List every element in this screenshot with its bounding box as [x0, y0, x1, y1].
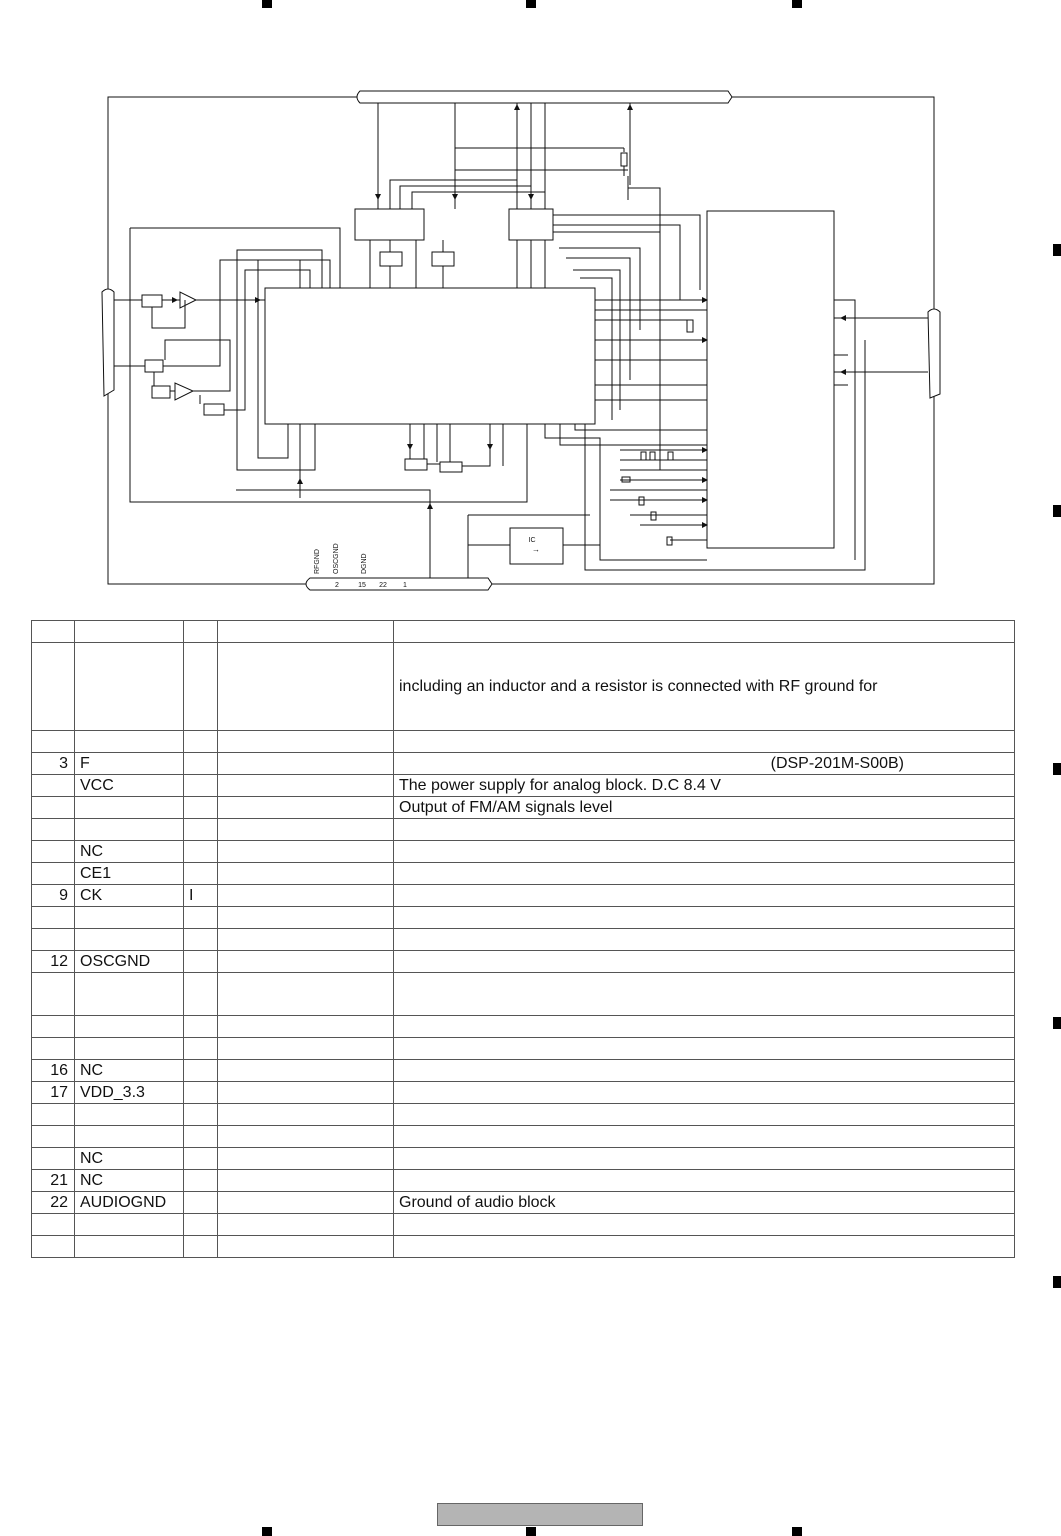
pin-io	[184, 1148, 218, 1170]
pin-number: 3	[32, 753, 75, 775]
pin-description: Ground of audio block	[394, 1192, 1015, 1214]
small-block	[152, 386, 170, 398]
pin-description	[394, 929, 1015, 951]
pin-name	[75, 643, 184, 731]
pin-name: NC	[75, 1170, 184, 1192]
pin-number	[32, 1236, 75, 1258]
pin-description	[394, 1060, 1015, 1082]
pin-description	[394, 1016, 1015, 1038]
pin-function	[218, 951, 394, 973]
pin-description	[394, 731, 1015, 753]
connector-pin: 1	[403, 582, 407, 589]
pin-name: AUDIOGND	[75, 1192, 184, 1214]
table-row	[32, 973, 1015, 1016]
pin-function	[218, 1236, 394, 1258]
pin-io	[184, 643, 218, 731]
pin-io	[184, 1016, 218, 1038]
ground-label: RFGND	[314, 549, 321, 574]
ic-label: IC	[528, 537, 536, 544]
pin-number	[32, 621, 75, 643]
pin-io: I	[184, 885, 218, 907]
ground-label: OSCGND	[333, 543, 340, 574]
pin-function	[218, 1016, 394, 1038]
pin-number: 17	[32, 1082, 75, 1104]
table-row	[32, 1236, 1015, 1258]
table-row	[32, 929, 1015, 951]
pin-io	[184, 1104, 218, 1126]
table-row	[32, 731, 1015, 753]
pin-name: F	[75, 753, 184, 775]
pin-name: NC	[75, 841, 184, 863]
table-row	[32, 1126, 1015, 1148]
pin-io	[184, 621, 218, 643]
table-row	[32, 1148, 1015, 1170]
small-block	[380, 252, 402, 266]
pin-function	[218, 1060, 394, 1082]
pin-name: NC	[75, 1060, 184, 1082]
registration-mark	[792, 1527, 802, 1536]
table-row	[32, 885, 1015, 907]
left-connector	[102, 289, 114, 396]
pin-function	[218, 1082, 394, 1104]
pin-number: 12	[32, 951, 75, 973]
amplifier	[180, 292, 196, 308]
pin-name	[75, 731, 184, 753]
pin-description	[394, 907, 1015, 929]
pin-function	[218, 885, 394, 907]
pin-description: The power supply for analog block. D.C 8.4 V	[394, 775, 1015, 797]
pin-function	[218, 841, 394, 863]
right-connector	[928, 309, 940, 398]
table-row	[32, 863, 1015, 885]
table-row	[32, 643, 1015, 731]
table-row	[32, 621, 1015, 643]
pin-io	[184, 907, 218, 929]
top-connector	[357, 91, 732, 103]
pin-description	[394, 973, 1015, 1016]
pin-description	[394, 753, 1015, 775]
pin-description	[394, 1082, 1015, 1104]
pin-number	[32, 1214, 75, 1236]
ic-arrow: →	[532, 545, 540, 554]
pin-io	[184, 753, 218, 775]
table-row	[32, 907, 1015, 929]
table-row	[32, 775, 1015, 797]
pin-name: CE1	[75, 863, 184, 885]
pin-number: 9	[32, 885, 75, 907]
pin-function	[218, 819, 394, 841]
pin-number	[32, 797, 75, 819]
registration-mark	[1053, 1017, 1061, 1029]
pin-function	[218, 1148, 394, 1170]
pin-number	[32, 731, 75, 753]
pin-description	[394, 819, 1015, 841]
pin-name: NC	[75, 1148, 184, 1170]
pin-name	[75, 621, 184, 643]
pin-io	[184, 775, 218, 797]
pin-name	[75, 1104, 184, 1126]
pin-function	[218, 797, 394, 819]
pin-function	[218, 621, 394, 643]
upper-right-block	[509, 209, 553, 240]
pin-description	[394, 1126, 1015, 1148]
pin-description	[394, 841, 1015, 863]
pin-description	[394, 621, 1015, 643]
table-row	[32, 1060, 1015, 1082]
pin-io	[184, 1038, 218, 1060]
pin-name	[75, 1038, 184, 1060]
pin-number	[32, 863, 75, 885]
pin-function	[218, 863, 394, 885]
part-reference: (DSP-201M-S00B)	[770, 754, 904, 772]
pin-function	[218, 753, 394, 775]
pin-function	[218, 731, 394, 753]
pin-name	[75, 1016, 184, 1038]
pin-description: Output of FM/AM signals level	[394, 797, 1015, 819]
pin-name: OSCGND	[75, 951, 184, 973]
small-block	[142, 295, 162, 307]
pin-function	[218, 1038, 394, 1060]
pin-io	[184, 1060, 218, 1082]
pin-io	[184, 863, 218, 885]
registration-mark	[262, 1527, 272, 1536]
bottom-connector	[306, 578, 492, 590]
pin-description	[394, 1236, 1015, 1258]
pin-number	[32, 819, 75, 841]
pin-description	[394, 1038, 1015, 1060]
upper-left-block	[355, 209, 424, 240]
pin-name: VCC	[75, 775, 184, 797]
table-row	[32, 1192, 1015, 1214]
pin-io	[184, 1082, 218, 1104]
pin-name	[75, 973, 184, 1016]
pin-name: VDD_3.3	[75, 1082, 184, 1104]
table-row	[32, 819, 1015, 841]
pin-name	[75, 1236, 184, 1258]
table-row	[32, 951, 1015, 973]
pin-name	[75, 929, 184, 951]
pin-function	[218, 907, 394, 929]
pin-number	[32, 1016, 75, 1038]
table-row	[32, 797, 1015, 819]
pin-number: 22	[32, 1192, 75, 1214]
pin-io	[184, 1126, 218, 1148]
pin-io	[184, 797, 218, 819]
main-ic-block	[265, 288, 595, 424]
pin-description	[394, 1104, 1015, 1126]
dsp-block	[707, 211, 834, 548]
table-row	[32, 1214, 1015, 1236]
small-block	[432, 252, 454, 266]
amplifier	[175, 383, 193, 400]
pin-io	[184, 1236, 218, 1258]
ground-label: DGND	[361, 553, 368, 574]
registration-mark	[1053, 1276, 1061, 1288]
pin-description	[394, 951, 1015, 973]
pin-function	[218, 1192, 394, 1214]
block-diagram	[0, 0, 1061, 600]
pin-io	[184, 819, 218, 841]
pin-name	[75, 1214, 184, 1236]
pin-name	[75, 907, 184, 929]
pin-number	[32, 907, 75, 929]
table-row	[32, 1082, 1015, 1104]
pin-number	[32, 1126, 75, 1148]
small-block	[145, 360, 163, 372]
small-block	[204, 404, 224, 415]
pin-io	[184, 951, 218, 973]
pin-number	[32, 1104, 75, 1126]
pin-name	[75, 819, 184, 841]
small-block	[405, 459, 427, 470]
pin-number: 21	[32, 1170, 75, 1192]
pin-function	[218, 1214, 394, 1236]
pin-io	[184, 731, 218, 753]
pin-function	[218, 929, 394, 951]
pin-description	[394, 863, 1015, 885]
pin-number	[32, 1148, 75, 1170]
pin-number: 16	[32, 1060, 75, 1082]
pin-number	[32, 775, 75, 797]
pin-io	[184, 1214, 218, 1236]
table-row	[32, 1038, 1015, 1060]
page-number-box	[437, 1503, 643, 1526]
pin-io	[184, 1192, 218, 1214]
pin-function	[218, 643, 394, 731]
pin-io	[184, 841, 218, 863]
pin-number	[32, 643, 75, 731]
pin-name	[75, 797, 184, 819]
table-row	[32, 1170, 1015, 1192]
registration-mark	[1053, 763, 1061, 775]
pin-name: CK	[75, 885, 184, 907]
pin-number	[32, 1038, 75, 1060]
pin-description	[394, 885, 1015, 907]
pin-function	[218, 1126, 394, 1148]
pin-function	[218, 775, 394, 797]
connector-pin: 2	[335, 582, 339, 589]
pin-function	[218, 973, 394, 1016]
table-row	[32, 753, 1015, 775]
pin-description	[394, 1214, 1015, 1236]
pin-function	[218, 1104, 394, 1126]
registration-mark	[526, 1527, 536, 1536]
table-row	[32, 841, 1015, 863]
pin-number	[32, 841, 75, 863]
pin-description	[394, 1148, 1015, 1170]
small-block	[440, 462, 462, 472]
pin-name	[75, 1126, 184, 1148]
pin-number	[32, 973, 75, 1016]
table-row	[32, 1016, 1015, 1038]
table-row	[32, 1104, 1015, 1126]
pin-description: including an inductor and a resistor is connected with RF ground for	[394, 643, 1015, 731]
pin-description	[394, 1170, 1015, 1192]
connector-pin: 22	[379, 582, 387, 589]
pin-io	[184, 973, 218, 1016]
pin-function	[218, 1170, 394, 1192]
pin-function-table	[31, 620, 1015, 1258]
pin-io	[184, 929, 218, 951]
connector-pin: 15	[358, 582, 366, 589]
pin-io	[184, 1170, 218, 1192]
pin-number	[32, 929, 75, 951]
